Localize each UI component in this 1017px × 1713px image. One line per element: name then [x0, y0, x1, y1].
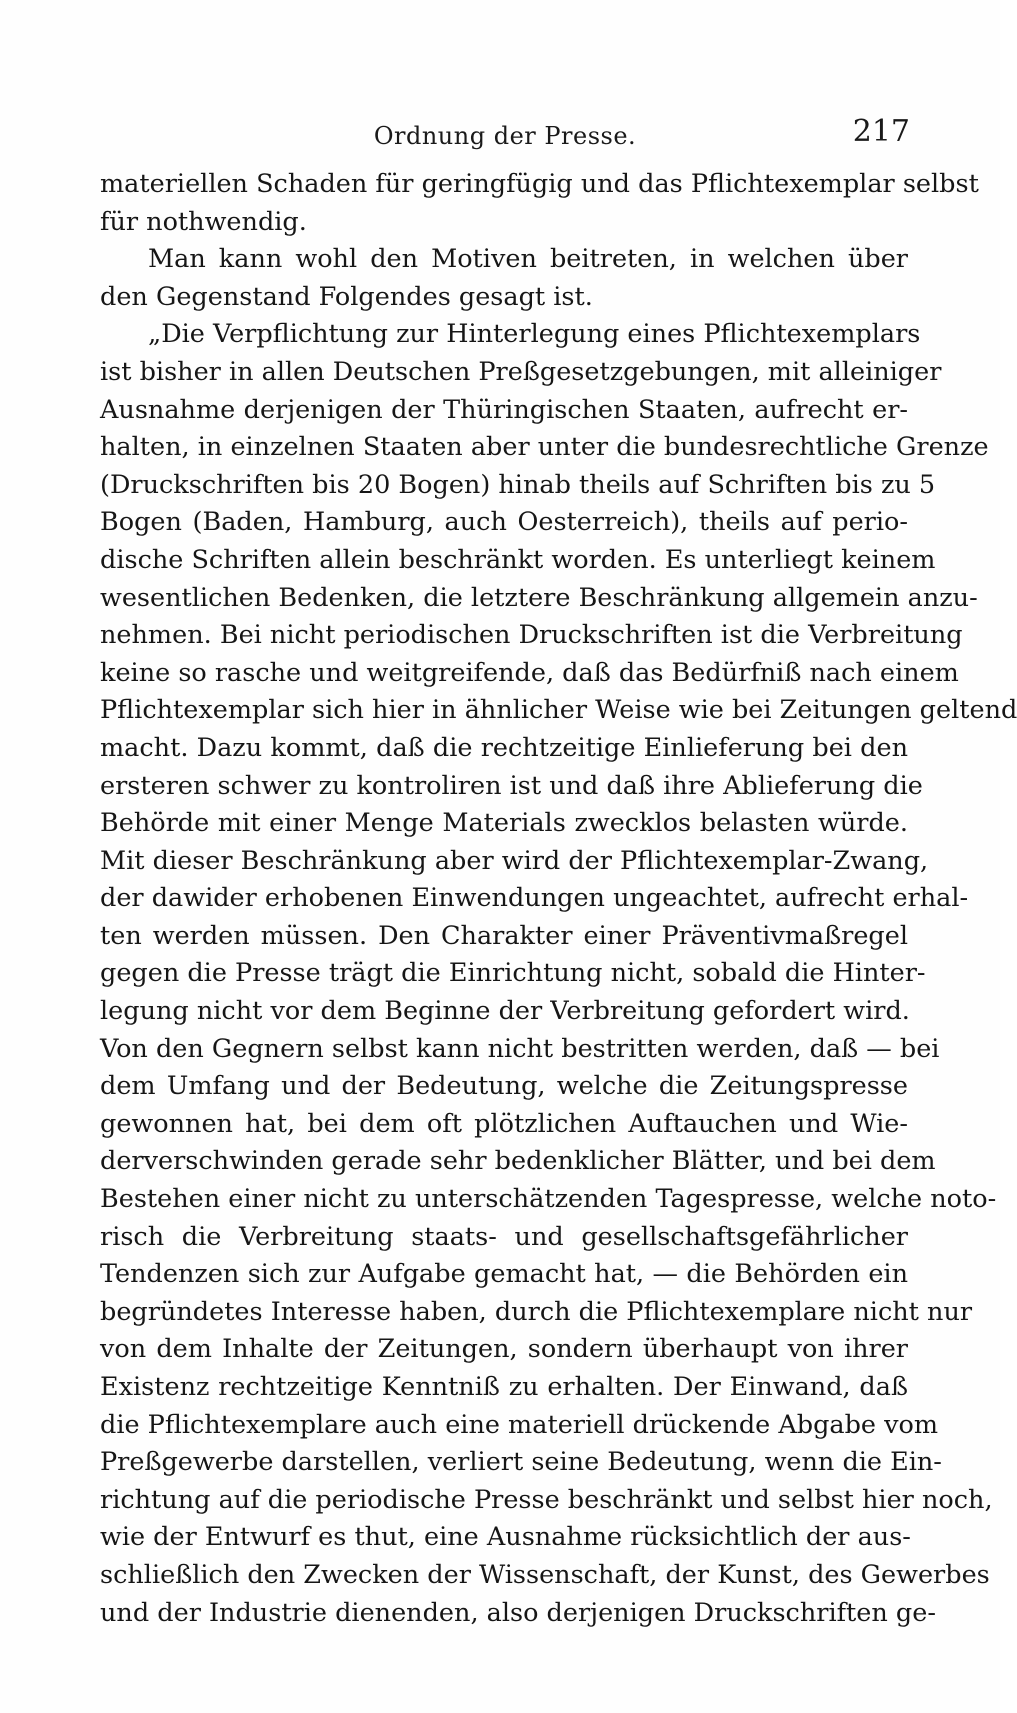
text-line: die Pflichtexemplare auch eine materiell drückende Abgabe vom — [100, 1409, 939, 1440]
text-line: und der Industrie dienenden, also derjenigen Druckschriften ge- — [100, 1597, 936, 1628]
text-line: ten werden müssen. Den Charakter einer Präventivmaßregel — [100, 920, 908, 951]
text-line: Preßgewerbe darstellen, verliert seine Bedeutung, wenn die Ein- — [100, 1447, 942, 1478]
text-line: für nothwendig. — [100, 206, 307, 237]
text-line: risch die Verbreitung staats- und gesellschaftsgefährlicher — [100, 1221, 908, 1252]
text-line: keine so rasche und weitgreifende, daß das Bedürfniß nach einem — [100, 657, 959, 688]
text-line: Pflichtexemplar sich hier in ähnlicher Weise wie bei Zeitungen geltend — [100, 695, 1017, 726]
text-line: Bestehen einer nicht zu unterschätzenden Tagespresse, welche noto- — [100, 1184, 997, 1215]
page-number: 217 — [852, 114, 910, 149]
text-line: (Druckschriften bis 20 Bogen) hinab theils auf Schriften bis zu 5 — [100, 469, 936, 500]
text-line: macht. Dazu kommt, daß die rechtzeitige Einlieferung bei den — [100, 732, 908, 763]
text-line: Mit dieser Beschränkung aber wird der Pflichtexemplar-Zwang, — [100, 845, 929, 876]
text-line: Behörde mit einer Menge Materials zwecklos belasten würde. — [100, 808, 908, 839]
text-line: von dem Inhalte der Zeitungen, sondern überhaupt von ihrer — [100, 1334, 908, 1365]
text-line: nehmen. Bei nicht periodischen Druckschriften ist die Verbreitung — [100, 620, 963, 651]
text-line: wie der Entwurf es thut, eine Ausnahme rücksichtlich der aus- — [100, 1522, 911, 1553]
text-line: Ausnahme derjenigen der Thüringischen Staaten, aufrecht er- — [100, 394, 908, 425]
text-line: gewonnen hat, bei dem oft plötzlichen Auftauchen und Wie- — [100, 1108, 908, 1139]
text-line: legung nicht vor dem Beginne der Verbreitung gefordert wird. — [100, 996, 910, 1027]
text-line: materiellen Schaden für geringfügig und das Pflichtexemplar selbst — [100, 169, 979, 199]
text-line: begründetes Interesse haben, durch die Pflichtexemplare nicht nur — [100, 1296, 973, 1327]
running-title: Ordnung der Presse. — [373, 122, 637, 150]
text-line: richtung auf die periodische Presse beschränkt und selbst hier noch, — [100, 1484, 993, 1515]
text-line: wesentlichen Bedenken, die letztere Beschränkung allgemein anzu- — [100, 582, 978, 613]
text-line: Existenz rechtzeitige Kenntniß zu erhalten. Der Einwand, daß — [100, 1372, 908, 1402]
text-line: den Gegenstand Folgendes gesagt ist. — [100, 281, 593, 312]
text-line: derverschwinden gerade sehr bedenklicher Blätter, und bei dem — [100, 1146, 936, 1177]
text-line: ersteren schwer zu kontroliren ist und daß ihre Ablieferung die — [100, 770, 923, 801]
text-line: Von den Gegnern selbst kann nicht bestritten werden, daß — bei — [100, 1033, 940, 1064]
text-line: der dawider erhobenen Einwendungen ungeachtet, aufrecht erhal- — [100, 883, 969, 914]
text-line: gegen die Presse trägt die Einrichtung nicht, sobald die Hinter- — [100, 958, 926, 989]
text-line: Bogen (Baden, Hamburg, auch Oesterreich), theils auf perio- — [100, 507, 908, 538]
text-line: dische Schriften allein beschränkt worden. Es unterliegt keinem — [100, 544, 936, 575]
text-line: dem Umfang und der Bedeutung, welche die Zeitungspresse — [100, 1071, 908, 1102]
text-line: „Die Verpflichtung zur Hinterlegung eines Pflichtexemplars — [148, 319, 921, 350]
text-line: halten, in einzelnen Staaten aber unter die bundesrechtliche Grenze — [100, 432, 989, 463]
body-text — [100, 166, 1017, 1632]
text-line: Tendenzen sich zur Aufgabe gemacht hat, — die Behörden ein — [100, 1259, 908, 1290]
text-line: Man kann wohl den Motiven beitreten, in welchen über — [148, 244, 908, 275]
page-header — [100, 112, 910, 152]
text-line: ist bisher in allen Deutschen Preßgesetzgebungen, mit alleiniger — [100, 356, 942, 387]
text-line: schließlich den Zwecken der Wissenschaft, der Kunst, des Gewerbes — [100, 1559, 990, 1590]
